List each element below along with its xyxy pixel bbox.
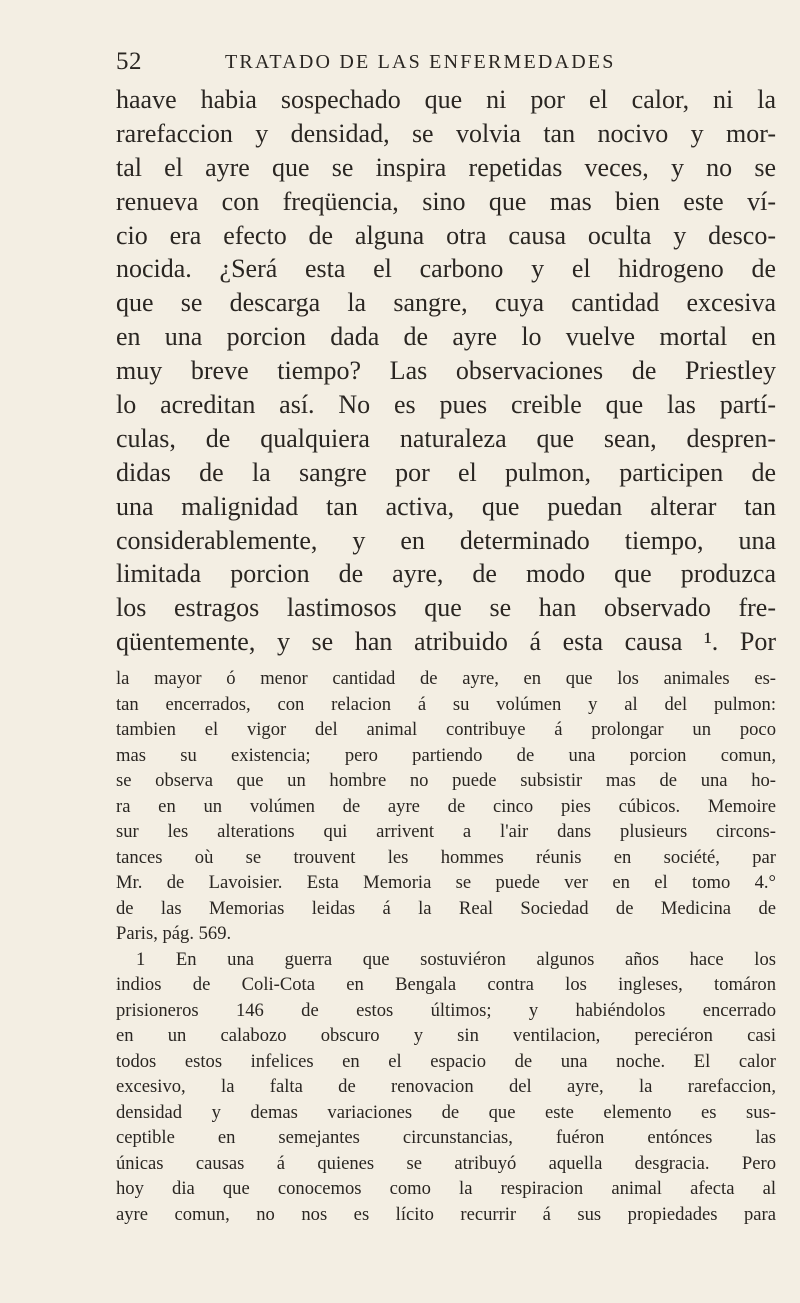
footnote-line: tan encerrados, con relacion á su volúmen y al del pulmon: [116,693,776,715]
footnote-line: indios de Coli-Cota en Bengala contra los ingleses, tomáron [116,974,776,995]
text-line: que se descarga la sangre, cuya cantidad excesiva [116,288,776,318]
footnote-line: prisioneros 146 de estos últimos; y habiéndolos encerrado [116,999,776,1021]
text-line: limitada porcion de ayre, de modo que produzca [116,559,776,589]
footnote-line: mas su existencia; pero partiendo de una porcion comun, [116,744,776,766]
main-text [116,83,776,659]
text-line: en una porcion dada de ayre lo vuelve mortal en [116,322,776,352]
footnote-line: excesivo, la falta de renovacion del ayre, la rarefaccion, [116,1076,776,1097]
footnote-line: únicas causas á quienes se atribuyó aquella desgracia. Pero [116,1152,776,1174]
footnote-line: tambien el vigor del animal contribuye á prolongar un poco [116,719,776,740]
footnote-line: se observa que un hombre no puede subsistir mas de una ho- [116,770,776,791]
footnote-line: Paris, pág. 569. [116,923,232,944]
text-line: cio era efecto de alguna otra causa oculta y desco- [116,220,776,250]
footnote-line: la mayor ó menor cantidad de ayre, en que los animales es- [116,668,776,689]
footnotes [116,666,776,1227]
footnote-line: Mr. de Lavoisier. Esta Memoria se puede ver en el tomo 4.° [116,872,776,893]
running-title: TRATADO DE LAS ENFERMEDADES [225,51,616,73]
text-line: una malignidad tan activa, que puedan alterar tan [116,491,776,521]
footnote-line: ra en un volúmen de ayre de cinco pies cúbicos. Memoire [116,795,776,817]
footnote-continuation [116,666,776,947]
footnote-line: sur les alterations qui arrivent a l'air dans plusieurs circons- [116,821,776,842]
footnote-line: 1 En una guerra que sostuviéron algunos años hace los [136,948,776,970]
text-line: didas de la sangre por el pulmon, participen de [116,457,776,487]
footnote-line: tances où se trouvent les hommes réunis en société, par [116,846,776,868]
text-line: muy breve tiempo? Las observaciones de Priestley [116,356,776,386]
footnote-line: de las Memorias leidas á la Real Sociedad de Medicina de [116,897,776,919]
text-line: tal el ayre que se inspira repetidas veces, y no se [116,152,776,182]
text-line: culas, de qualquiera naturaleza que sean, despren- [116,423,776,453]
text-line: haave habia sospechado que ni por el calor, ni la [116,85,776,114]
page-header [116,44,716,80]
page-number: 52 [116,48,142,75]
footnote-1 [116,947,776,1228]
text-line: nocida. ¿Será esta el carbono y el hidrogeno de [116,254,776,284]
footnote-line: ceptible en semejantes circunstancias, fuéron entónces las [116,1127,776,1148]
text-line: rarefaccion y densidad, se volvia tan nocivo y mor- [116,118,776,148]
text-line: lo acreditan así. No es pues creible que las partí- [116,390,776,420]
text-line: qüentemente, y se han atribuido á esta causa ¹. Por [116,627,776,657]
footnote-line: ayre comun, no nos es lícito recurrir á sus propiedades para [116,1203,776,1225]
text-line: considerablemente, y en determinado tiempo, una [116,525,776,555]
text-line: los estragos lastimosos que se han observado fre- [116,593,776,623]
text-line: renueva con freqüencia, sino que mas bien este ví- [116,186,776,216]
footnote-line: densidad y demas variaciones de que este elemento es sus- [116,1101,776,1123]
footnote-line: todos estos infelices en el espacio de una noche. El calor [116,1050,776,1072]
footnote-line: en un calabozo obscuro y sin ventilacion, pereciéron casi [116,1025,776,1046]
footnote-line: hoy dia que conocemos como la respiracion animal afecta al [116,1178,776,1199]
